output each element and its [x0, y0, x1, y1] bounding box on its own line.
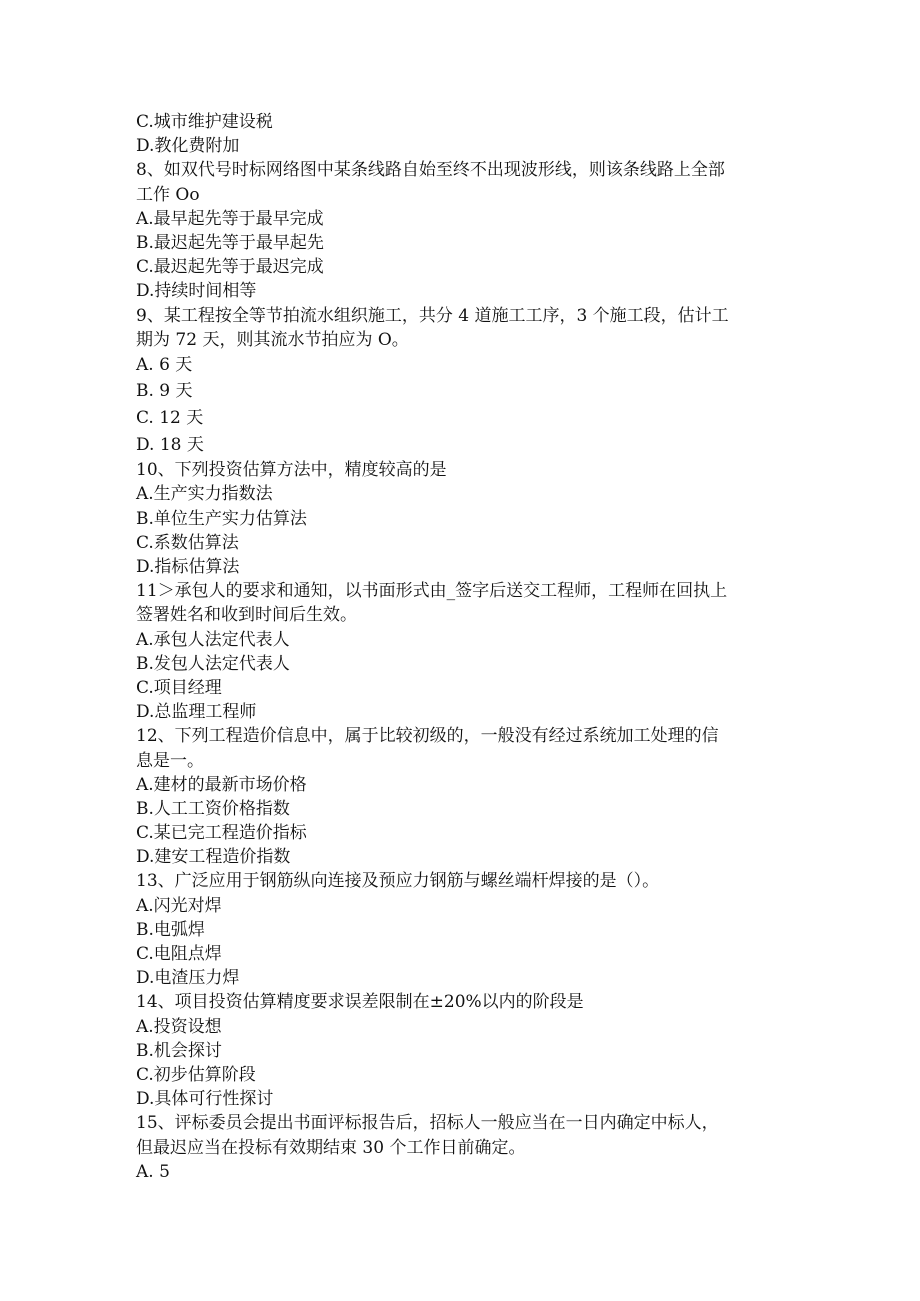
text-line: 11＞承包人的要求和通知，以书面形式由_签字后送交工程师，工程师在回执上: [136, 581, 728, 602]
text-line: B.最迟起先等于最早起先: [136, 232, 324, 253]
text-line: B.单位生产实力估算法: [136, 508, 307, 529]
text-line: 14、项目投资估算精度要求误差限制在±20%以内的阶段是: [136, 992, 584, 1013]
text-line: C.电阻点焊: [136, 944, 222, 964]
text-line: 9、某工程按全等节拍流水组织施工，共分 4 道施工工序，3 个施工段，估计工: [136, 305, 729, 326]
text-line: A. 5: [136, 1161, 170, 1182]
text-line: A.建材的最新市场价格: [136, 774, 307, 795]
text-line: B.机会探讨: [136, 1040, 222, 1061]
text-line: 8、如双代号时标网络图中某条线路自始至终不出现波形线，则该条线路上全部: [136, 160, 725, 181]
text-line: A.承包人法定代表人: [136, 629, 290, 650]
text-line: A.生产实力指数法: [136, 484, 273, 505]
text-line: 期为 72 天，则其流水节拍应为 O。: [136, 329, 409, 350]
document-page: [136, 110, 796, 1184]
text-line: D.建安工程造价指数: [136, 847, 291, 868]
text-line: A.投资设想: [136, 1016, 222, 1037]
text-line: C.最迟起先等于最迟完成: [136, 257, 324, 278]
text-line: D.电渣压力焊: [136, 968, 240, 989]
text-line: 签署姓名和收到时间后生效。: [136, 605, 357, 626]
text-line: 10、下列投资估算方法中，精度较高的是: [136, 460, 447, 481]
text-line: D.持续时间相等: [136, 281, 257, 302]
text-line: 13、广泛应用于钢筋纵向连接及预应力钢筋与螺丝端杆焊接的是（）。: [136, 871, 660, 892]
text-line: D. 18 天: [136, 434, 204, 455]
text-line: A. 6 天: [136, 354, 193, 375]
text-line: B. 9 天: [136, 381, 193, 402]
text-line: B.发包人法定代表人: [136, 653, 290, 674]
text-line: D.总监理工程师: [136, 702, 257, 723]
text-line: 但最迟应当在投标有效期结束 30 个工作日前确定。: [136, 1137, 526, 1158]
text-line: 工作 Oo: [136, 184, 200, 205]
text-line: A.最早起先等于最早完成: [136, 208, 324, 229]
text-line: B.人工工资价格指数: [136, 798, 290, 819]
text-line: D.指标估算法: [136, 557, 240, 577]
text-line: 息是一。: [136, 750, 204, 771]
text-line: D.具体可行性探讨: [136, 1089, 274, 1110]
text-line: 15、评标委员会提出书面评标报告后，招标人一般应当在一日内确定中标人，: [136, 1113, 719, 1134]
text-line: C.系数估算法: [136, 532, 239, 553]
text-line: B.电弧焊: [136, 919, 205, 940]
text-line: D.教化费附加: [136, 136, 240, 157]
text-line: 12、下列工程造价信息中，属于比较初级的，一般没有经过系统加工处理的信: [136, 726, 719, 747]
text-line: C.城市维护建设税: [136, 112, 273, 132]
text-line: A.闪光对焊: [136, 895, 222, 916]
text-line: C.初步估算阶段: [136, 1064, 256, 1085]
text-line: C. 12 天: [136, 408, 204, 429]
text-line: C.项目经理: [136, 677, 222, 698]
text-line: C.某已完工程造价指标: [136, 823, 307, 844]
